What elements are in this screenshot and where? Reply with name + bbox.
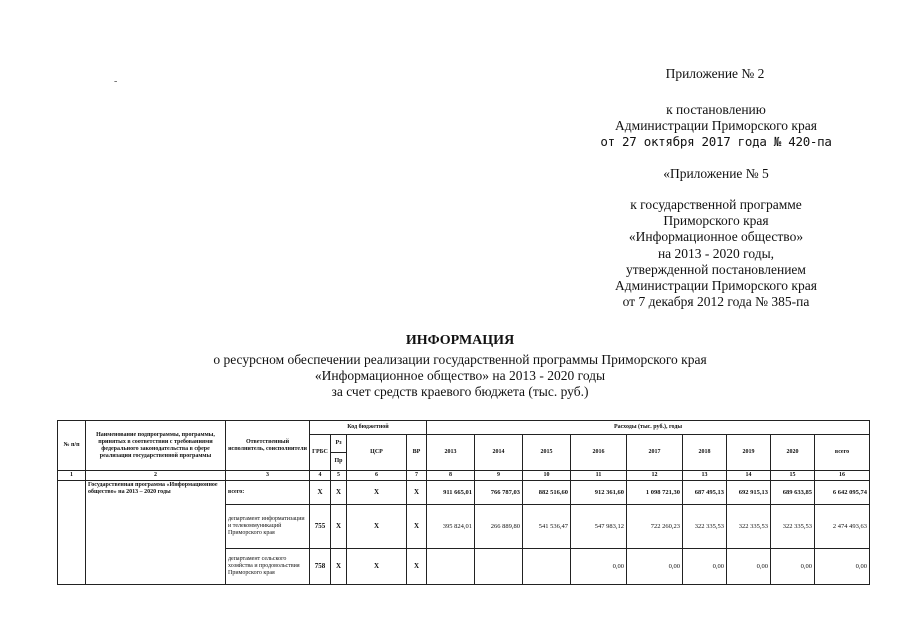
value-cell: 322 335,53 bbox=[771, 505, 815, 549]
header-year: 2013 bbox=[427, 435, 475, 471]
total-cell: 6 642 095,74 bbox=[815, 481, 870, 505]
column-number: 3 bbox=[226, 471, 310, 481]
total-cell: 0,00 bbox=[815, 549, 870, 585]
header-year: 2018 bbox=[683, 435, 727, 471]
executor-cell: всего: bbox=[226, 481, 310, 505]
rzpr-cell: X bbox=[331, 481, 347, 505]
decree-block bbox=[596, 102, 836, 151]
decree-line: к постановлению bbox=[666, 102, 766, 117]
column-number: 10 bbox=[523, 471, 571, 481]
column-number: 6 bbox=[347, 471, 407, 481]
header-grbs: ГРБС bbox=[310, 435, 331, 471]
rzpr-cell: X bbox=[331, 505, 347, 549]
program-line: Администрации Приморского края bbox=[615, 278, 817, 294]
header-year: 2017 bbox=[627, 435, 683, 471]
column-number: 16 bbox=[815, 471, 870, 481]
column-number: 7 bbox=[407, 471, 427, 481]
appendix5-label: «Приложение № 5 bbox=[663, 166, 769, 181]
value-cell: 1 098 721,30 bbox=[627, 481, 683, 505]
header-executor: Ответственный исполнитель, соисполнители bbox=[226, 421, 310, 471]
row-number-cell bbox=[58, 481, 86, 585]
header-year: 2019 bbox=[727, 435, 771, 471]
value-cell bbox=[427, 549, 475, 585]
header-pr: Пр bbox=[331, 453, 347, 471]
header-year: 2014 bbox=[475, 435, 523, 471]
program-line: к государственной программе bbox=[630, 197, 802, 212]
column-number: 8 bbox=[427, 471, 475, 481]
column-number: 12 bbox=[627, 471, 683, 481]
program-line: от 7 декабря 2012 года № 385-па bbox=[622, 294, 810, 310]
header-year: 2015 bbox=[523, 435, 571, 471]
grbs-cell: 758 bbox=[310, 549, 331, 585]
column-number: 5 bbox=[331, 471, 347, 481]
value-cell: 911 665,01 bbox=[427, 481, 475, 505]
vr-cell: X bbox=[407, 505, 427, 549]
column-number: 13 bbox=[683, 471, 727, 481]
executor-cell: департамент информатизации и телекоммуникаций Приморского края bbox=[226, 505, 310, 549]
value-cell: 266 889,80 bbox=[475, 505, 523, 549]
header-name: Наименование подпрограммы, программы, принятых в соответствии с требованиями федерального законодательства в сфере реализации государственной программы bbox=[86, 421, 226, 471]
value-cell: 722 260,23 bbox=[627, 505, 683, 549]
value-cell: 541 536,47 bbox=[523, 505, 571, 549]
program-line: утвержденной постановлением bbox=[626, 261, 806, 277]
column-number: 15 bbox=[771, 471, 815, 481]
value-cell: 689 633,85 bbox=[771, 481, 815, 505]
document-subtitle bbox=[120, 352, 800, 401]
header-csr: ЦСР bbox=[347, 435, 407, 471]
appendix-number: Приложение № 2 bbox=[665, 66, 765, 81]
value-cell: 0,00 bbox=[771, 549, 815, 585]
value-cell: 322 335,53 bbox=[683, 505, 727, 549]
header-budget-code: Код бюджетной bbox=[310, 421, 427, 435]
table-row bbox=[58, 481, 870, 505]
resource-table bbox=[57, 420, 870, 585]
column-number: 4 bbox=[310, 471, 331, 481]
decree-date: от 27 октября 2017 года № 420-па bbox=[600, 134, 832, 150]
value-cell: 0,00 bbox=[627, 549, 683, 585]
header-year: 2020 bbox=[771, 435, 815, 471]
decree-line: Администрации Приморского края bbox=[615, 118, 817, 134]
program-reference-block bbox=[596, 197, 836, 310]
column-number: 11 bbox=[571, 471, 627, 481]
csr-cell: X bbox=[347, 481, 407, 505]
header-num: № п/п bbox=[58, 421, 86, 471]
value-cell: 0,00 bbox=[571, 549, 627, 585]
value-cell: 395 824,01 bbox=[427, 505, 475, 549]
csr-cell: X bbox=[347, 549, 407, 585]
vr-cell: X bbox=[407, 481, 427, 505]
program-name-cell: Государственная программа «Информационное общество» на 2013 – 2020 годы bbox=[86, 481, 226, 585]
total-cell: 2 474 493,63 bbox=[815, 505, 870, 549]
grbs-cell: X bbox=[310, 481, 331, 505]
value-cell bbox=[475, 549, 523, 585]
subtitle-line: за счет средств краевого бюджета (тыс. руб.) bbox=[331, 384, 589, 400]
value-cell: 0,00 bbox=[683, 549, 727, 585]
column-number: 1 bbox=[58, 471, 86, 481]
value-cell: 882 516,60 bbox=[523, 481, 571, 505]
value-cell: 322 335,53 bbox=[727, 505, 771, 549]
column-number: 9 bbox=[475, 471, 523, 481]
header-mark: - bbox=[114, 76, 118, 87]
value-cell: 766 787,03 bbox=[475, 481, 523, 505]
header-vr: ВР bbox=[407, 435, 427, 471]
value-cell: 0,00 bbox=[727, 549, 771, 585]
vr-cell: X bbox=[407, 549, 427, 585]
column-number: 2 bbox=[86, 471, 226, 481]
value-cell bbox=[523, 549, 571, 585]
subtitle-line: о ресурсном обеспечении реализации государственной программы Приморского края bbox=[213, 352, 707, 367]
value-cell: 687 495,13 bbox=[683, 481, 727, 505]
value-cell: 547 983,12 bbox=[571, 505, 627, 549]
program-line: «Информационное общество» bbox=[628, 229, 804, 245]
program-line: на 2013 - 2020 годы, bbox=[657, 245, 775, 261]
header-total: всего bbox=[815, 435, 870, 471]
header-expenses: Расходы (тыс. руб.), годы bbox=[427, 421, 870, 435]
csr-cell: X bbox=[347, 505, 407, 549]
value-cell: 692 915,13 bbox=[727, 481, 771, 505]
document-title: ИНФОРМАЦИЯ bbox=[405, 333, 515, 348]
value-cell: 912 361,60 bbox=[571, 481, 627, 505]
header-year: 2016 bbox=[571, 435, 627, 471]
column-number: 14 bbox=[727, 471, 771, 481]
subtitle-line: «Информационное общество» на 2013 - 2020 годы bbox=[314, 368, 606, 384]
rzpr-cell: X bbox=[331, 549, 347, 585]
header-rz: Рз bbox=[331, 435, 347, 453]
grbs-cell: 755 bbox=[310, 505, 331, 549]
program-line: Приморского края bbox=[663, 213, 769, 229]
executor-cell: департамент сельского хозяйства и продовольствия Приморского края bbox=[226, 549, 310, 585]
